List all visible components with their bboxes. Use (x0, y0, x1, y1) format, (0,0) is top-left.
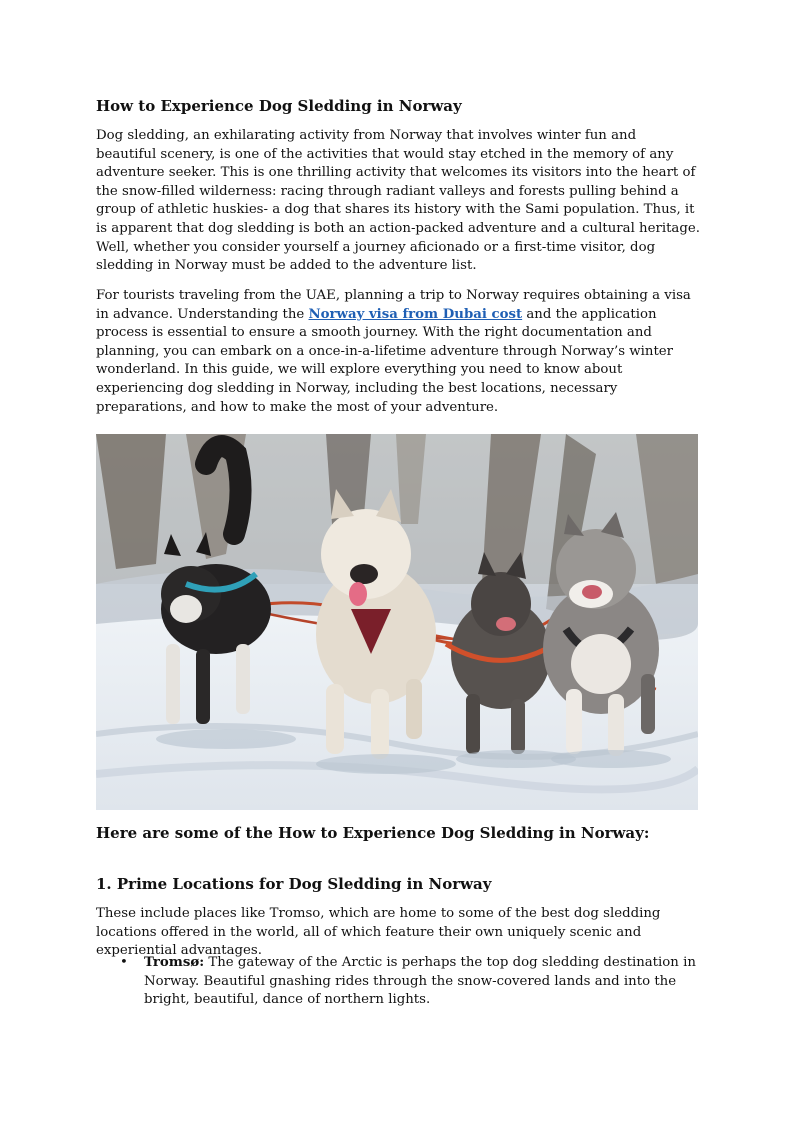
visa-text-before: For tourists traveling from the UAE, planning a trip to Norway requires obtaining a visa in advance. Understanding the (96, 288, 691, 322)
locations-paragraph: These include places like Tromso, which are home to some of the best dog sledding locations offered in the world, all of which feature their own uniquely scenic and experiential advantages. (96, 906, 661, 959)
dog-sledding-photo (96, 434, 698, 810)
bullet-marker: • (120, 955, 128, 970)
section-heading: Here are some of the How to Experience Dog Sledding in Norway: (96, 824, 650, 842)
norway-visa-link[interactable]: Norway visa from Dubai cost (308, 306, 523, 322)
list-item-text: The gateway of the Arctic is perhaps the top dog sledding destination in Norway. Beautiful gnashing rides through the snow-covered lands and into the bright, beautiful, dance of northern lights. (144, 955, 696, 1008)
list-item (96, 954, 700, 1010)
intro-paragraph: Dog sledding, an exhilarating activity from Norway that involves winter fun and beautiful scenery, is one of the activities that would stay etched in the memory of any adventure seeker. This is one thrilling activity that welcomes its visitors into the heart of the snow-filled wilderness: racing through radiant valleys and forests pulling behind a group of athletic huskies- a dog that shares its history with the Sami population. Thus, it is apparent that dog sledding is both an action-packed adventure and a cultural heritage. Well, whether you consider yourself a journey aficionado or a first-time visitor, dog sledding in Norway must be added to the adventure list. (96, 128, 700, 274)
visa-paragraph (96, 287, 700, 417)
article-title: How to Experience Dog Sledding in Norway (96, 97, 462, 115)
locations-list (96, 954, 700, 1010)
list-item-term: Tromsø: (144, 955, 205, 970)
subsection-heading: 1. Prime Locations for Dog Sledding in Norway (96, 875, 492, 893)
visa-text-after: and the application process is essential to ensure a smooth journey. With the right documentation and planning, you can embark on a once-in-a-lifetime adventure through Norway’s winter wonderland. In this guide, we will explore everything you need to know about experiencing dog sledding in Norway, including the best locations, necessary preparations, and how to make the most of your adventure. (96, 306, 674, 415)
